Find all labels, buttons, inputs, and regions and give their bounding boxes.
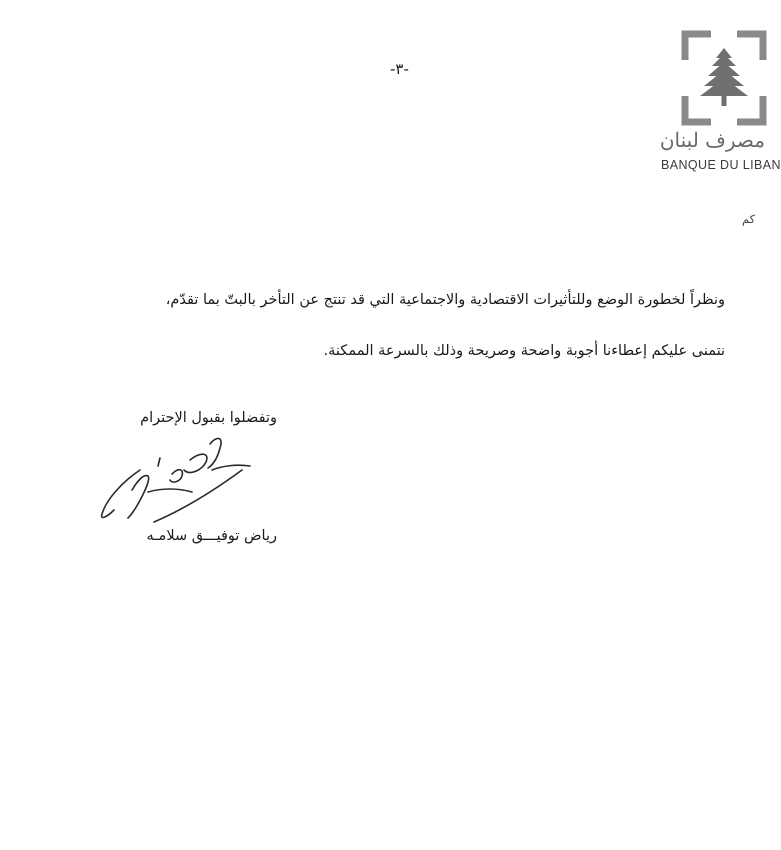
handwritten-signature (92, 430, 262, 525)
paragraph-1: ونظراً لخطورة الوضع وللتأثيرات الاقتصادية والاجتماعية التي قد تنتج عن التأخر بالبتّ بما تقدّم، (165, 292, 725, 308)
closing-salutation: وتفضلوا بقبول الإحترام (140, 410, 277, 426)
bank-name-french: BANQUE DU LIBAN (661, 158, 781, 172)
cedar-logo-icon (683, 32, 765, 124)
addressee-fragment: كم (742, 212, 756, 226)
signer-name: رياض توفيـــق سلامـه (146, 528, 277, 544)
paragraph-2: نتمنى عليكم إعطاءنا أجوبة واضحة وصريحة وذلك بالسرعة الممكنة. (323, 343, 725, 359)
bank-name-arabic: مصرف لبنان (659, 128, 765, 152)
page-number: -٣- (390, 60, 409, 78)
